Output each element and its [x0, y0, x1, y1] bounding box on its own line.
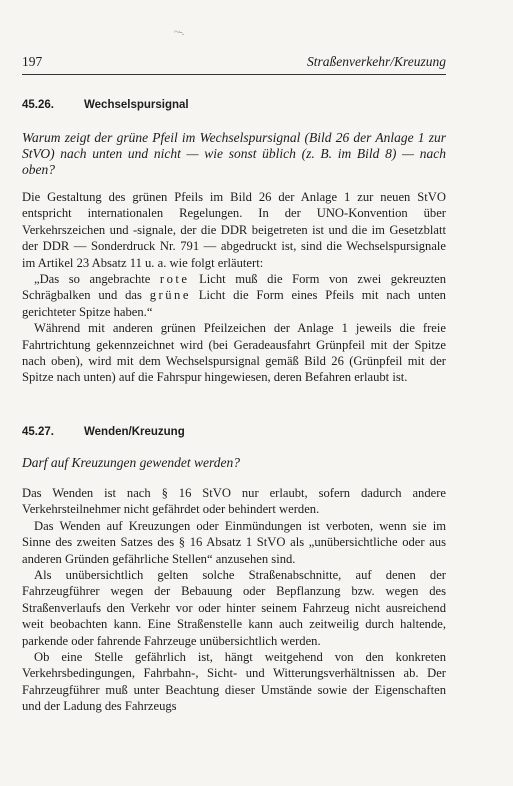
section-heading [22, 98, 189, 112]
paragraph: Als unübersichtlich gelten solche Straßenabschnitte, auf denen der Fahrzeugführer wegen der Bebauung oder Bepflanzung bzw. wegen des Straßenverlaufs den Verkehr vor oder hinter seinem Fahrzeug nicht ausreichend weit beobachten kann. Eine Straßenstelle kann auch zeitweilig durch haltende, parkende oder fahrende Fahrzeuge unübersichtlich werden. [22, 568, 446, 648]
page-number: 197 [22, 54, 43, 69]
scan-smudge: ~-. [174, 26, 184, 38]
spaced-word-rote: rote [159, 272, 190, 287]
section-title: Wenden/Kreuzung [84, 426, 185, 438]
paragraph: Ob eine Stelle gefährlich ist, hängt weitgehend von den konkreten Verkehrsbedingungen, Fahrbahn-, Sicht- und Witterungsverhältnissen ab. Der Fahrzeugführer muß unter Beachtung dieser Umstände sowie der Eigenschaften und der Ladung des Fahrzeugs [22, 650, 446, 714]
answer-text [22, 189, 446, 386]
question-text: Darf auf Kreuzungen gewendet werden? [22, 455, 240, 470]
paragraph: Während mit anderen grünen Pfeilzeichen der Anlage 1 jeweils die freie Fahrtrichtung gekennzeichnet wird (bei Geradeausfahrt Grünpfeil mit der Spitze nach oben), wird mit dem Wechselspursignal gemäß Bild 26 (Grünpfeil mit der Spitze nach unten) auf die Fahrspur hingewiesen, deren Befahren erlaubt ist. [22, 321, 446, 385]
paragraph: Die Gestaltung des grünen Pfeils im Bild 26 der Anlage 1 zur neuen StVO entspricht internationalen Regelungen. In der UNO-Konvention über Verkehrszeichen und -signale, der die DDR beigetreten ist und die im Gesetzblatt der DDR — Sonderdruck Nr. 791 — abgedruckt ist, sind die Wechselspursignale im Artikel 23 Absatz 11 u. a. wie folgt erläutert: [22, 190, 446, 270]
quote-part: Licht die Form eines Pfeils mit nach unten gerichteter Spitze haben.“ [22, 288, 446, 319]
quote-part: Licht muß die Form von zwei gekreuzten Schrägbalken und das [22, 272, 446, 303]
running-header [22, 54, 446, 75]
section-heading [22, 425, 185, 439]
quote-part: „Das so angebrachte [34, 272, 160, 287]
answer-text [22, 485, 446, 715]
section-title: Wechselspursignal [84, 99, 189, 111]
section-number: 45.26. [22, 99, 54, 111]
section-number: 45.27. [22, 426, 54, 438]
paragraph: Das Wenden auf Kreuzungen oder Einmündungen ist verboten, wenn sie im Sinne des zweiten Satzes des § 16 Absatz 1 StVO als „unübersichtliche oder aus anderen Gründen gefährliche Stellen“ anzusehen sind. [22, 518, 446, 566]
running-title: Straßenverkehr/Kreuzung [307, 54, 446, 69]
quote-paragraph [22, 271, 446, 320]
spaced-word-gruene: grüne [149, 288, 191, 303]
paragraph: Das Wenden ist nach § 16 StVO nur erlaubt, sofern dadurch andere Verkehrsteilnehmer nicht gefährdet oder behindert werden. [22, 486, 446, 517]
question-text: Warum zeigt der grüne Pfeil im Wechselspursignal (Bild 26 der Anlage 1 zur StVO) nach unten und nicht — wie sonst üblich (z. B. im Bild 8) — nach oben? [22, 130, 446, 178]
